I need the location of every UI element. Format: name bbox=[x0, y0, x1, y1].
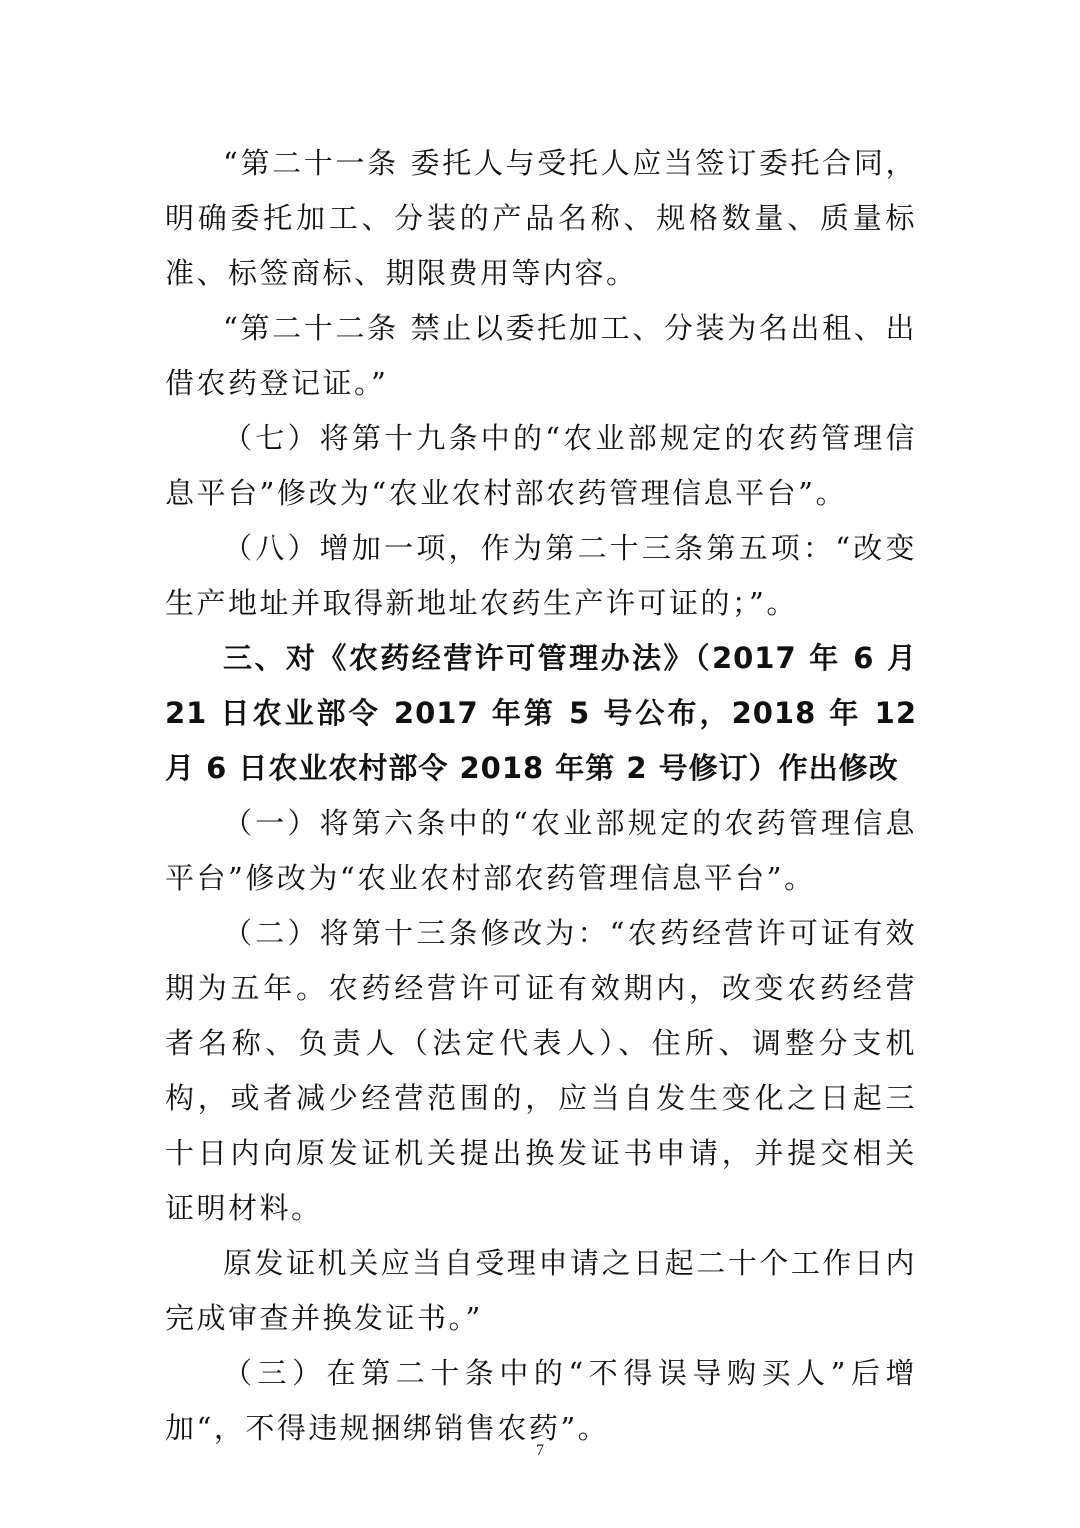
paragraph-item-7: （七）将第十九条中的“农业部规定的农药管理信息平台”修改为“农业农村部农药管理信息平台”。 bbox=[165, 421, 917, 510]
paragraph-article-22: “第二十二条 禁止以委托加工、分装为名出租、出借农药登记证。” bbox=[165, 311, 917, 400]
paragraph-section3-item-3: （三）在第二十条中的“不得误导购买人”后增加“，不得违规捆绑销售农药”。 bbox=[165, 1356, 917, 1445]
document-body bbox=[165, 136, 917, 1456]
paragraph-section3-item-2: （二）将第十三条修改为：“农药经营许可证有效期为五年。农药经营许可证有效期内，改变农药经营者名称、负责人（法定代表人）、住所、调整分支机构，或者减少经营范围的，应当自发生变化之日起三十日内向原发证机关提出换发证书申请，并提交相关证明材料。 bbox=[165, 916, 917, 1225]
paragraph-item-8: （八）增加一项，作为第二十三条第五项：“改变生产地址并取得新地址农药生产许可证的；”。 bbox=[165, 531, 917, 620]
paragraph-article-21: “第二十一条 委托人与受托人应当签订委托合同，明确委托加工、分装的产品名称、规格数量、质量标准、标签商标、期限费用等内容。 bbox=[165, 146, 917, 290]
paragraph-section3-item-2-continued: 原发证机关应当自受理申请之日起二十个工作日内完成审查并换发证书。” bbox=[165, 1246, 917, 1335]
paragraph-section3-item-1: （一）将第六条中的“农业部规定的农药管理信息平台”修改为“农业农村部农药管理信息平台”。 bbox=[165, 806, 917, 895]
page-number: 7 bbox=[536, 1442, 544, 1459]
section-heading-3: 三、对《农药经营许可管理办法》（2017 年 6 月 21 日农业部令 2017 年第 5 号公布，2018 年 12 月 6 日农业农村部令 2018 年第 2 号修订）作出修改 bbox=[165, 641, 917, 785]
